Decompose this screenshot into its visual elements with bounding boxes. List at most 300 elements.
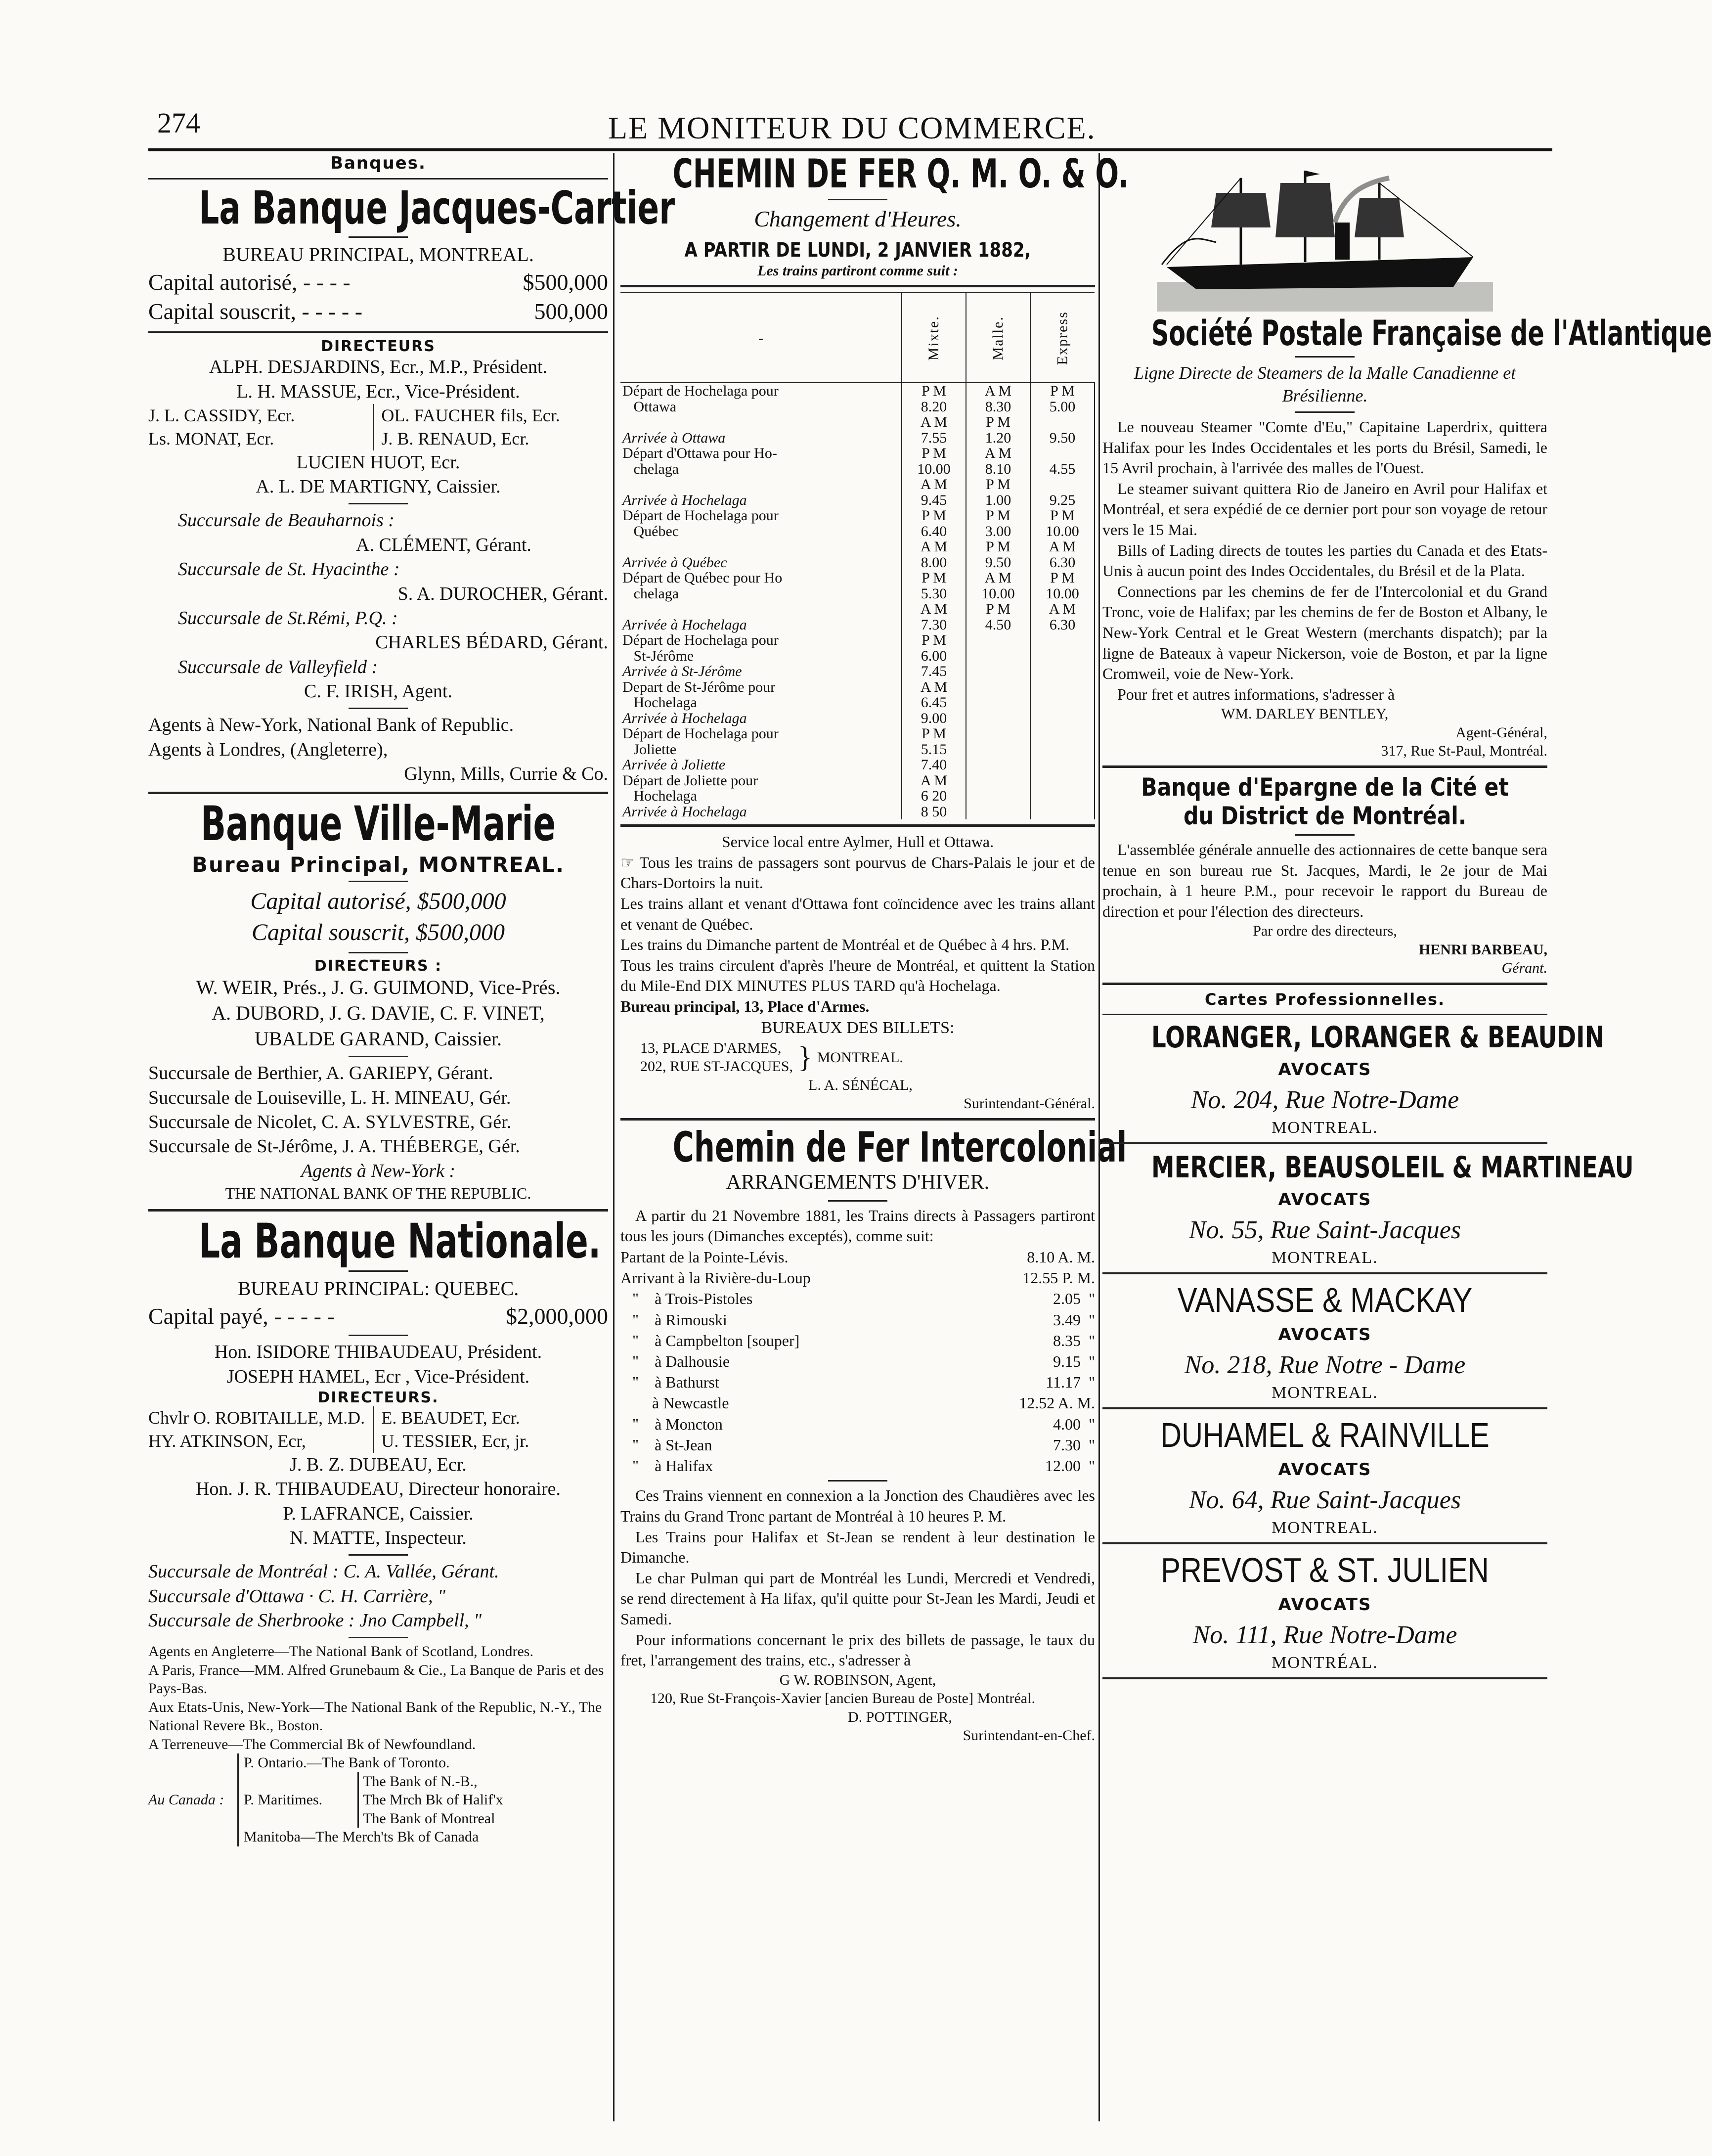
time-cell: 10.00 — [1030, 586, 1095, 602]
director: OL. FAUCHER fils, Ecr. — [381, 405, 560, 425]
time-cell: 6.00 — [902, 648, 966, 664]
time-cell — [966, 695, 1030, 711]
station-cell — [620, 601, 902, 617]
time-cell: 6.30 — [1030, 555, 1095, 571]
branch: Succursale de St. Hyacinthe : — [178, 559, 400, 580]
label: Capital autorisé, - - - - — [148, 269, 351, 295]
agents: A Paris, France—MM. Alfred Grunebaum & Cie., La Banque de Paris et des Pays-Bas. — [148, 1662, 604, 1697]
time-cell: P M — [966, 539, 1030, 555]
station-cell: Joliette — [622, 741, 677, 758]
timetable-row — [620, 726, 1095, 742]
branch: Succursale de Valleyfield : — [178, 656, 378, 677]
banque-epargne-title: Banque d'Epargne de la Cité et — [1141, 772, 1509, 802]
cards-heading: Cartes Professionnelles. — [1204, 989, 1446, 1009]
station-cell: Québec — [622, 523, 679, 539]
agents: Agents à Londres, (Angleterre), — [148, 739, 388, 760]
label: Capital payé, - - - - - — [148, 1303, 335, 1329]
time-cell: 6.45 — [902, 695, 966, 711]
agents: Agents en Angleterre—The National Bank of Scotland, Londres. — [148, 1643, 533, 1660]
lawyer-card — [1102, 1150, 1634, 1274]
timetable-row — [620, 555, 1095, 571]
station-cell — [620, 477, 902, 493]
time-cell: 8.00 — [902, 555, 966, 571]
branch-manager: CHARLES BÉDARD, Gérant. — [375, 632, 608, 653]
city: MONTREAL. — [1272, 1383, 1378, 1402]
station: " à Moncton — [620, 1415, 723, 1433]
time-cell: P M — [966, 601, 1030, 617]
paragraph: Ces Trains viennent en connexion a la Jonction des Chaudières avec les Trains du Grand Tronc partant de Montréal à 10 heures P. M. — [620, 1486, 1095, 1525]
time-cell — [966, 757, 1030, 773]
station-cell: Arrivée à Hochelaga — [622, 492, 747, 508]
time: 8.10 A. M. — [1027, 1248, 1095, 1266]
time-cell: 9.45 — [902, 493, 966, 508]
column-divider — [613, 153, 615, 2121]
branch: Succursale de Montréal : C. A. Vallée, Gérant. — [148, 1561, 499, 1582]
timetable-row — [620, 508, 1095, 524]
pointing-hand-icon: ☞ — [620, 853, 635, 871]
time-cell: P M — [902, 446, 966, 461]
timetable-row — [620, 648, 1095, 664]
time-cell — [1030, 711, 1095, 726]
signature: D. POTTINGER, — [848, 1708, 952, 1725]
capital-row — [148, 268, 608, 297]
station-cell — [620, 414, 902, 430]
signature-title: Agent-Général, — [1455, 724, 1547, 741]
capital: Capital souscrit, $500,000 — [251, 919, 505, 945]
signature-title: Surintendant-en-Chef. — [963, 1727, 1095, 1744]
time-cell: 1.00 — [966, 493, 1030, 508]
branch-manager: S. A. DUROCHER, Gérant. — [397, 583, 608, 604]
lawyer-card — [1102, 1415, 1547, 1544]
time-cell — [966, 726, 1030, 742]
masthead: LE MONITEUR DU COMMERCE. — [608, 110, 1096, 145]
time-cell: 10.00 — [966, 586, 1030, 602]
signature: HENRI BARBEAU, — [1418, 941, 1547, 958]
bank-nationale-title: La Banque Nationale. — [199, 1213, 601, 1269]
note: Tous les trains circulent d'après l'heure de Montréal, et quittent la Station du Mile-End DIX MINUTES PLUS TARD qu'à Hochelaga. — [620, 956, 1095, 995]
timetable-row — [620, 788, 1095, 804]
time-cell: 8.20 — [902, 399, 966, 415]
societe-postale-subtitle: Ligne Directe de Steamers de la Malle Canadienne et Brésilienne. — [1134, 362, 1516, 406]
agent: The Bank of Montreal — [363, 1810, 495, 1827]
head-office: Bureau principal, 13, Place d'Armes. — [620, 997, 870, 1016]
agent: The Mrch Bk of Halif'x — [363, 1792, 503, 1808]
note-text: Tous les trains de passagers sont pourvus de Chars-Palais le jour et de Chars-Dortoirs la nuit. — [620, 853, 1096, 892]
address: No. 204, Rue Notre-Dame — [1190, 1085, 1459, 1114]
agents: Aux Etats-Unis, New-York—The National Bank of the Republic, N.-Y., The National Revere Bk., Boston. — [148, 1699, 602, 1734]
time-cell: A M — [902, 414, 966, 430]
schedule-row — [620, 1267, 1095, 1288]
time-cell: A M — [966, 383, 1030, 399]
station: à Newcastle — [620, 1394, 729, 1412]
agent: G W. ROBINSON, Agent, — [779, 1671, 936, 1688]
signature-title: Surintendant-Général. — [964, 1095, 1095, 1112]
timetable-row — [620, 586, 1095, 602]
agents: A Terreneuve—The Commercial Bk of Newfoundland. — [148, 1736, 476, 1752]
station-cell: Hochelaga — [622, 694, 697, 711]
column-ads — [1102, 153, 1712, 1685]
ticket-offices-heading: BUREAUX DES BILLETS: — [761, 1018, 955, 1037]
city: MONTREAL. — [1272, 1118, 1378, 1137]
station-cell: Départ de Hochelaga pour — [622, 725, 779, 742]
role: AVOCATS — [1278, 1059, 1372, 1079]
professional-cards — [1102, 1020, 1634, 1679]
qmoo-title: CHEMIN DE FER Q. M. O. & O. — [672, 151, 1129, 197]
director: J. L. CASSIDY, Ecr. — [148, 404, 374, 427]
time-cell: A M — [902, 477, 966, 493]
time-cell: 6.30 — [1030, 617, 1095, 633]
director: L. H. MASSUE, Ecr., Vice-Président. — [236, 381, 520, 402]
lawyer-card — [1102, 1020, 1604, 1144]
station-cell: chelaga — [622, 585, 679, 602]
time-cell: A M — [1030, 539, 1095, 555]
time-cell — [966, 664, 1030, 679]
time-cell — [1030, 788, 1095, 804]
societe-postale-title: Société Postale Française de l'Atlantique — [1151, 313, 1712, 354]
director: A. DUBORD, J. G. DAVIE, C. F. VINET, — [212, 1002, 545, 1025]
timetable-row — [620, 430, 1095, 446]
station: " à St-Jean — [620, 1436, 712, 1454]
time-cell — [1030, 804, 1095, 820]
paragraph: Connections par les chemins de fer de l'Intercolonial et du Grand Tronc, voie de Halifax; par les chemins de fer de Boston et Albany, le New-York Central et le Great Western (merchants dispatch); par la ligne de Bateaux à vapeur Nickerson, voie de Boston, et par la ligne Cromweil, voie de New-York. — [1102, 582, 1547, 683]
schedule-row — [620, 1372, 1095, 1392]
president: Hon. ISIDORE THIBAUDEAU, Président. — [214, 1342, 542, 1363]
time-cell — [966, 742, 1030, 758]
timetable-row — [620, 524, 1095, 539]
timetable-row — [620, 601, 1095, 617]
column-header: Express — [1054, 311, 1071, 365]
firm-name: PREVOST & ST. JULIEN — [1161, 1550, 1489, 1589]
time-cell: 5.00 — [1030, 399, 1095, 415]
directors-heading: DIRECTEURS — [321, 338, 436, 356]
time-cell — [1030, 773, 1095, 789]
address: No. 111, Rue Notre-Dame — [1192, 1620, 1457, 1649]
schedule-row — [620, 1288, 1095, 1309]
time-cell — [966, 804, 1030, 820]
capital-row — [148, 1302, 608, 1331]
section-label: Banques. — [330, 153, 426, 173]
agent: Manitoba—The Merch'ts Bk of Canada — [244, 1829, 479, 1845]
intercolonial-schedule — [620, 1247, 1095, 1477]
station-cell: St-Jérôme — [622, 647, 694, 664]
paragraph: Par ordre des directeurs, — [1253, 923, 1397, 940]
time-cell: P M — [966, 414, 1030, 430]
time-cell — [966, 632, 1030, 648]
time-cell: P M — [902, 570, 966, 586]
paragraph: Pour fret et autres informations, s'adresser à — [1117, 685, 1395, 703]
city: MONTREAL. — [1272, 1248, 1378, 1267]
director: J. B. Z. DUBEAU, Ecr. — [290, 1454, 467, 1475]
time-cell: 7.45 — [902, 664, 966, 679]
agents: Glynn, Mills, Currie & Co. — [404, 764, 608, 785]
signature: L. A. SÉNÉCAL, — [808, 1077, 913, 1093]
branch: Succursale de Beauharnois : — [178, 510, 395, 531]
city: MONTREAL. — [817, 1049, 903, 1066]
station-cell: Arrivée à Hochelaga — [622, 710, 747, 726]
paragraph: Les Trains pour Halifax et St-Jean se rendent à leur destination le Dimanche. — [620, 1527, 1095, 1567]
time: 2.05 " — [1053, 1290, 1095, 1308]
branch-manager: A. CLÉMENT, Gérant. — [356, 534, 531, 555]
time-cell: A M — [902, 601, 966, 617]
timetable-row — [620, 399, 1095, 415]
time-cell: 7.30 — [902, 617, 966, 633]
timetable-row — [620, 539, 1095, 555]
timetable-row — [620, 804, 1095, 820]
station-cell: Ottawa — [622, 398, 677, 415]
qmoo-date: A PARTIR DE LUNDI, 2 JANVIER 1882, — [684, 238, 1031, 262]
directors-pair — [148, 404, 608, 427]
station-cell: Départ de Hochelaga pour — [622, 507, 779, 524]
branch: Succursale de Nicolet, C. A. SYLVESTRE, Gér. — [148, 1112, 512, 1132]
branch: Succursale d'Ottawa · C. H. Carrière, " — [148, 1585, 446, 1607]
time-cell: 4.50 — [966, 617, 1030, 633]
label: Capital souscrit, - - - - - — [148, 299, 363, 324]
station-cell: chelaga — [622, 460, 679, 477]
directors-heading: DIRECTEURS : — [314, 957, 442, 975]
station-cell: Hochelaga — [622, 788, 697, 805]
office: BUREAU PRINCIPAL, MONTREAL. — [222, 243, 534, 266]
time-cell — [1030, 726, 1095, 742]
timetable-row — [620, 446, 1095, 461]
signature: WM. DARLEY BENTLEY, — [1221, 706, 1389, 722]
time-cell: 10.00 — [902, 461, 966, 477]
time: 9.15 " — [1053, 1352, 1095, 1370]
time-cell: 9.00 — [902, 711, 966, 726]
banque-epargne-title: du District de Montréal. — [1183, 801, 1467, 830]
schedule-row — [620, 1351, 1095, 1372]
branch: Succursale de Louiseville, L. H. MINEAU, Gér. — [148, 1087, 511, 1108]
station-cell: Départ de Joliette pour — [622, 772, 758, 789]
branch-manager: C. F. IRISH, Agent. — [304, 681, 452, 702]
time: 4.00 " — [1053, 1415, 1095, 1433]
schedule-row — [620, 1392, 1095, 1413]
time-cell: A M — [902, 679, 966, 695]
timetable-row — [620, 383, 1095, 399]
director: ALPH. DESJARDINS, Ecr., M.P., Président. — [209, 357, 548, 378]
station: " à Campbelton [souper] — [620, 1331, 800, 1349]
cashier: P. LAFRANCE, Caissier. — [283, 1503, 474, 1524]
note — [620, 853, 1095, 894]
time: 7.30 " — [1053, 1436, 1095, 1454]
time-cell — [966, 773, 1030, 789]
schedule-row — [620, 1309, 1095, 1330]
timetable-row — [620, 711, 1095, 726]
capital: Capital autorisé, $500,000 — [250, 888, 506, 915]
time-cell: P M — [1030, 508, 1095, 524]
director: Chvlr O. ROBITAILLE, M.D. — [148, 1406, 374, 1430]
agents: THE NATIONAL BANK OF THE REPUBLIC. — [225, 1184, 531, 1203]
time-cell: 6 20 — [902, 788, 966, 804]
agent-address: 120, Rue St-François-Xavier [ancien Bureau de Poste] Montréal. — [650, 1690, 1035, 1707]
time-cell: 10.00 — [1030, 524, 1095, 539]
role: AVOCATS — [1278, 1324, 1372, 1345]
cashier: A. L. DE MARTIGNY, Caissier. — [256, 476, 501, 497]
director: Hon. J. R. THIBAUDEAU, Directeur honoraire. — [195, 1479, 561, 1500]
office: 202, RUE ST-JACQUES, — [640, 1058, 793, 1075]
directors-pair — [148, 427, 608, 450]
column-railways — [620, 151, 1129, 1745]
time-cell: 1.20 — [966, 430, 1030, 446]
time-cell: 5.15 — [902, 742, 966, 758]
ticket-offices: 13, PLACE D'ARMES, 202, RUE ST-JACQUES, } MONTREAL. — [620, 1039, 1095, 1076]
schedule-row — [620, 1330, 1095, 1351]
note: Les trains du Dimanche partent de Montréal et de Québec à 4 hrs. P.M. — [620, 936, 1070, 954]
timetable-row — [620, 617, 1095, 633]
timetable-row — [620, 695, 1095, 711]
timetable-row — [620, 570, 1095, 586]
time: 8.35 " — [1053, 1331, 1095, 1349]
timetable-row — [620, 679, 1095, 695]
time-cell — [966, 788, 1030, 804]
lawyer-card — [1102, 1280, 1547, 1409]
time-cell: A M — [1030, 601, 1095, 617]
city: MONTRÉAL. — [1272, 1653, 1378, 1672]
station-cell: Arrivée à Joliette — [622, 757, 726, 773]
address: No. 64, Rue Saint-Jacques — [1188, 1485, 1461, 1514]
time-cell — [1030, 477, 1095, 493]
time: 3.49 " — [1053, 1310, 1095, 1329]
time: 12.00 " — [1045, 1457, 1095, 1475]
director: E. BEAUDET, Ecr. — [381, 1408, 520, 1428]
time-cell — [1030, 679, 1095, 695]
time-cell: A M — [902, 539, 966, 555]
signature-address: 317, Rue St-Paul, Montréal. — [1381, 743, 1547, 760]
label: P. Maritimes. — [244, 1792, 323, 1808]
timetable-row — [620, 773, 1095, 789]
director: J. B. RENAUD, Ecr. — [381, 428, 529, 449]
director: W. WEIR, Prés., J. G. GUIMOND, Vice-Prés. — [196, 976, 561, 999]
time-cell — [1030, 632, 1095, 648]
station: " à Trois-Pistoles — [620, 1290, 753, 1308]
station-cell: Arrivée à Hochelaga — [622, 616, 747, 633]
time-cell: 3.00 — [966, 524, 1030, 539]
time-cell — [1030, 695, 1095, 711]
firm-name: MERCIER, BEAUSOLEIL & MARTINEAU — [1151, 1150, 1634, 1185]
office: 13, PLACE D'ARMES, — [640, 1039, 782, 1056]
time-cell — [1030, 742, 1095, 758]
station-cell — [620, 539, 902, 555]
paragraph: Le nouveau Steamer "Comte d'Eu," Capitaine Laperdrix, quittera Halifax pour les Indes Occidentales et les ports du Brésil, Samedi, le 15 Avril prochain, à l'arrivée des malles de l'Ouest. — [1102, 418, 1547, 477]
role: AVOCATS — [1278, 1594, 1372, 1615]
timetable-row — [620, 632, 1095, 648]
station-cell: Arrivée à Ottawa — [622, 429, 726, 446]
director: HY. ATKINSON, Ecr, — [148, 1430, 374, 1453]
office: BUREAU PRINCIPAL: QUEBEC. — [237, 1277, 519, 1300]
time-cell — [966, 648, 1030, 664]
time-cell — [966, 679, 1030, 695]
time-cell — [1030, 664, 1095, 679]
branch: Succursale de St.Rémi, P.Q. : — [178, 607, 398, 629]
firm-name: VANASSE & MACKAY — [1177, 1280, 1473, 1319]
station-cell: Départ de Québec pour Ho — [622, 570, 783, 586]
station: " à Halifax — [620, 1457, 713, 1475]
station: " à Dalhousie — [620, 1352, 730, 1370]
lawyer-card — [1102, 1550, 1547, 1679]
timetable-row — [620, 493, 1095, 508]
timetable-header: - Mixte. Malle. Express — [620, 293, 1095, 383]
time-cell: 7.55 — [902, 430, 966, 446]
paragraph: A partir du 21 Novembre 1881, les Trains directs à Passagers partiront tous les jours (Dimanches exceptés), comme suit: — [620, 1206, 1095, 1245]
station-cell: Depart de St-Jérôme pour — [622, 678, 776, 695]
station-cell: Départ d'Ottawa pour Ho- — [622, 445, 777, 462]
timetable-row — [620, 461, 1095, 477]
firm-name: DUHAMEL & RAINVILLE — [1160, 1415, 1490, 1454]
time-cell: 9.50 — [966, 555, 1030, 571]
paragraph: L'assemblée générale annuelle des actionnaires de cette banque sera tenue en son bureau rue St. Jacques, Mardi, le 2e jour de Mai prochain, à 1 heure P.M., pour recevoir le rapport du Bureau de direction et pour l'élection des directeurs. — [1102, 840, 1547, 920]
vice-president: JOSEPH HAMEL, Ecr , Vice-Président. — [226, 1366, 530, 1387]
time-cell: P M — [966, 477, 1030, 493]
time-cell: P M — [1030, 383, 1095, 399]
paragraph: Le char Pulman qui part de Montréal les Lundi, Mercredi et Vendredi, se rend directement à Ha lifax, qu'il quitte pour St-Jean les Mardi, Jeudi et Samedi. — [620, 1569, 1095, 1628]
office: Bureau Principal, MONTREAL. — [192, 853, 565, 877]
time-cell: P M — [902, 726, 966, 742]
agent: P. Ontario.—The Bank of Toronto. — [244, 1754, 450, 1771]
time-cell: P M — [966, 508, 1030, 524]
steamship-illustration — [1157, 163, 1493, 312]
schedule-row — [620, 1247, 1095, 1267]
station: Partant de la Pointe-Lévis. — [620, 1248, 789, 1266]
time-cell: 8.10 — [966, 461, 1030, 477]
station-cell: Arrivée à Hochelaga — [622, 803, 747, 820]
schedule-row — [620, 1455, 1095, 1476]
station-cell: Départ de Hochelaga pour — [622, 383, 779, 400]
agents: Agents à New-York : — [301, 1160, 456, 1181]
qmoo-timetable — [620, 292, 1095, 819]
time-cell: A M — [966, 446, 1030, 461]
column-header: Mixte. — [925, 315, 942, 360]
signature-title: Gérant. — [1501, 960, 1547, 977]
paragraph: Le steamer suivant quittera Rio de Janeiro en Avril pour Halifax et Montréal, et sera expédié de ce dernier port pour son voyage de retour vers le 15 Mai. — [1102, 479, 1547, 539]
page-number: 274 — [157, 107, 200, 139]
station-cell: Arrivée à St-Jérôme — [622, 663, 742, 680]
time-cell — [966, 711, 1030, 726]
address: No. 218, Rue Notre - Dame — [1184, 1350, 1466, 1379]
time-cell: 8 50 — [902, 804, 966, 820]
note: Service local entre Aylmer, Hull et Ottawa. — [721, 833, 994, 851]
bank-ville-marie-title: Banque Ville-Marie — [200, 796, 556, 852]
paragraph: Bills of Lading directs de toutes les parties du Canada et des Etats-Unis à aucun point des Indes Occidentales, du Brésil et de la Plata. — [1102, 541, 1547, 580]
director: U. TESSIER, Ecr, jr. — [381, 1431, 529, 1451]
bank-jacques-cartier-title: La Banque Jacques-Cartier — [199, 181, 675, 234]
director: Ls. MONAT, Ecr. — [148, 427, 374, 450]
time: 12.55 P. M. — [1022, 1269, 1095, 1287]
station: Arrivant à la Rivière-du-Loup — [620, 1269, 811, 1287]
time-cell: 7.40 — [902, 757, 966, 773]
time-cell: P M — [1030, 570, 1095, 586]
inspector: N. MATTE, Inspecteur. — [290, 1527, 467, 1548]
time-cell: 4.55 — [1030, 461, 1095, 477]
directors-pair — [148, 1406, 608, 1430]
station: " à Rimouski — [620, 1310, 727, 1329]
timetable-row — [620, 742, 1095, 758]
time-cell: P M — [902, 383, 966, 399]
schedule-row — [620, 1435, 1095, 1455]
time-cell — [1030, 414, 1095, 430]
time-cell: P M — [902, 632, 966, 648]
intercolonial-subtitle: ARRANGEMENTS D'HIVER. — [726, 1171, 990, 1194]
time-cell: 9.25 — [1030, 493, 1095, 508]
time-cell: A M — [902, 773, 966, 789]
qmoo-note: Les trains partiront comme suit : — [757, 262, 958, 279]
capital-row — [148, 297, 608, 326]
agents-canada — [148, 1753, 608, 1846]
agents: Agents à New-York, National Bank of Republic. — [148, 715, 514, 736]
station-cell: Départ de Hochelaga pour — [622, 632, 779, 649]
label: Au Canada : — [148, 1792, 224, 1808]
agent: The Bank of N.-B., — [363, 1773, 478, 1790]
branch: Succursale de Sherbrooke : Jno Campbell, " — [148, 1610, 482, 1631]
column-header: Malle. — [990, 315, 1007, 360]
